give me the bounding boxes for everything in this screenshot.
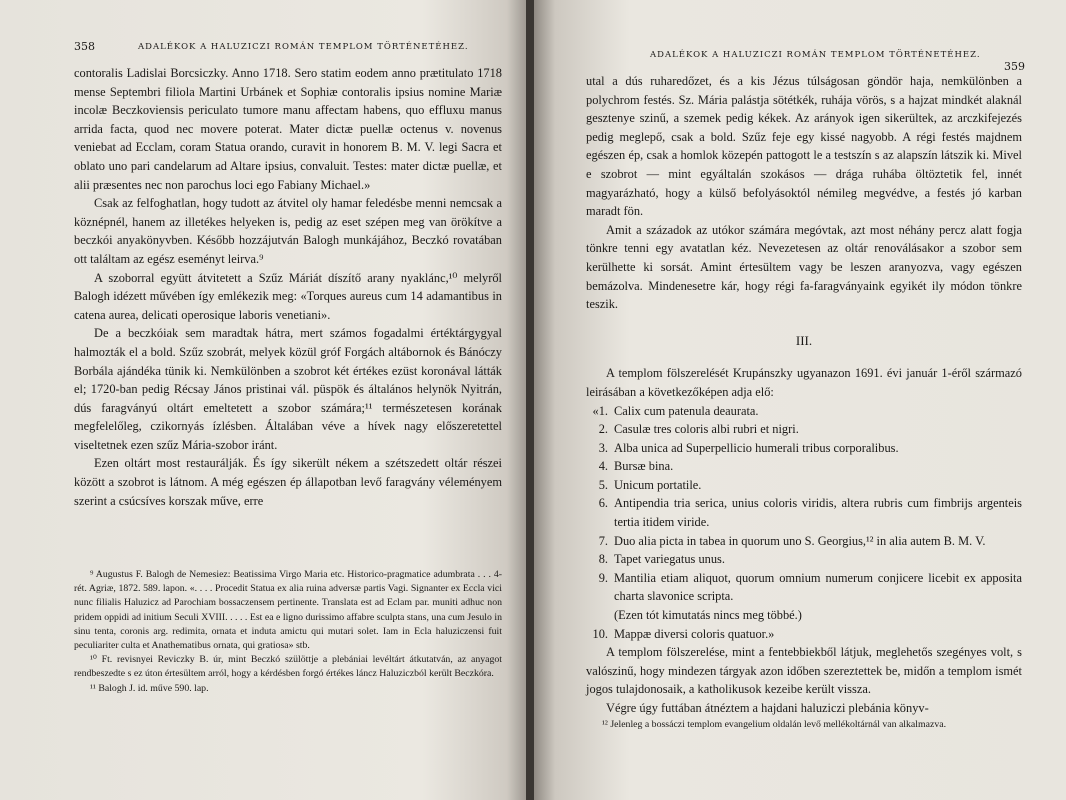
list-text: Mantilia etiam aliquot, quorum omnium numerum conjicere licebit ex apposita charta slavonice scripta. [614,570,1022,604]
list-item [586,550,1022,569]
list-number: 5. [598,477,608,492]
right-body [586,72,1022,718]
footnote: ¹² Jelenleg a bossáczi templom evangelium oldalán levő mellékoltárnál van alkalmazva. [602,719,947,730]
right-page [534,0,1066,800]
inventory-list [586,402,1022,644]
list-number: 8. [598,552,608,567]
list-text: Duo alia picta in tabea in quorum uno S. Georgius,¹² in alia autem B. M. V. [614,533,986,548]
list-number: 7. [598,533,608,548]
list-number: 4. [598,459,608,474]
right-footnotes [586,718,1022,732]
page-number: 359 [1004,60,1025,73]
list-number: 10. [592,626,608,641]
list-number: 9. [598,570,608,585]
list-text: Alba unica ad Superpellicio humerali tribus corporalibus. [614,440,899,455]
section-heading: III. [795,332,813,348]
paragraph: A szoborral együtt átvitetett a Szűz Máriát díszítő arany nyaklánc,¹⁰ melyről Balogh idézett művében így emlékezik meg: «Torques aureus cum 14 adamantibus in catena aurea, delicati operosique laboris venetiani». [74,270,502,322]
list-item [586,402,1022,421]
paragraph: utal a dús ruharedőzet, és a kis Jézus túlságosan göndör haja, nemkülönben a polychrom festés. Sz. Mária palástja sötétkék, ruhája vörös, s a hajzat mindkét alaknál gesztenye szinű, a szemek pedig kékek. Az arányok igen sikerültek, az arczkifejezés pedig meglepő, csak a bold. Szűz feje egy kissé nagyobb. A régi festés majdnem egészen ép, csak a homlok közepén pattogott le a testszín s az alapszín látszik ki. Mivel e szobrot — mint egyáltalán szokásos — drága ruhába öltöztetik fel, innét magyarázható, hogy a külső befolyásoktól némileg megvédve, a festés jó karban maradt fön. [586,74,1022,219]
paragraph: Ezen oltárt most restaurálják. És így sikerült nékem a szétszedett oltár részei között a szobrot is látnom. A még egészen ép állapotban levő faragvány véleményem szerint a csúcsíves korszak műve, erre [74,456,502,508]
list-text: Calix cum patenula deaurata. [614,403,759,418]
list-text: Casulæ tres coloris albi rubri et nigri. [614,422,799,437]
list-item [586,439,1022,458]
list-text: Mappæ diversi coloris quatuor.» [614,626,775,641]
left-body [74,64,502,510]
list-item [586,569,1022,606]
paragraph: Amit a századok az utókor számára megóvtak, azt most néhány percz alatt fogja tönkre tenni egy avatatlan kéz. Nevezetesen az oltár renoválásakor a szobor sem kerülhette ki sorsát. Amint értesültem vagy be leszen aranyozva, vagy egészen bemázolva. Mindenesetre kár, hogy régi fa-faragványaink egyikét ily módon tönkre teszik. [586,222,1022,312]
paragraph: Csak az felfoghatlan, hogy tudott az átvitel oly hamar feledésbe menni nemcsak a köznépnél, hanem az illetékes helyeken is, pedig az eset szépen meg van örökítve a beczkói anyakönyvben. Később hozzájutván Balogh munkájához, Beczkó rovatában ott találtam az egész eseményt leirva.⁹ [74,196,502,266]
paragraph: A templom fölszerelését Krupánszky ugyanazon 1691. évi január 1-éről származó leirásában a következőképen adja elő: [586,366,1022,399]
running-header: ADALÉKOK A HALUZICZI ROMÁN TEMPLOM TÖRTÉNETÉHEZ. [650,50,981,60]
footnote: ¹¹ Balogh J. id. műve 590. lap. [90,682,209,694]
list-text: Tapet variegatus unus. [614,552,725,567]
page-number: 358 [74,40,95,53]
left-page [0,0,528,800]
list-item [586,532,1022,551]
list-number: 2. [598,422,608,437]
footnote: ¹⁰ Ft. revisnyei Reviczky B. úr, mint Beczkó szülöttje a plebániai levéltárt átkutatván, az anyagot rendbeszedte s ez úton értesültem arról, hogy a kérdésben forgó értékes láncz Haluziczból került Beczkóra. [74,654,502,680]
footnote: ⁹ Augustus F. Balogh de Nemesiez: Beatissima Virgo Maria etc. Historico-pragmatice adumbrata . . . 4-rét. Agriæ, 1872. 589. lapon. «. . . . Procedit Statua ex alia ruina adversæ partis Vagi. Signanter ex Eccla vici nunc filialis Haluzicz ad Parochiam bossaczensem pertinente. Translata est ad Eclam par. muniti adhuc non pridem oppidi ad initium Seculi XVIII. . . . . Est ea e ligno durissimo affabre sculpta stans, una cum Jesulo in sinu tenta, coronis arg. redimita, ornata et induta amictu qui mutari solet. Iam in Ecla haluziczensi fuit peculiariter culta et Anathematibus ornata, qui gratiosa» stb. [74,569,502,652]
list-item [586,625,1022,644]
list-number: «1. [592,403,608,418]
list-item [586,457,1022,476]
paragraph: contoralis Ladislai Borcsiczky. Anno 1718. Sero statim eodem anno prætitulato 1718 mense Septembri filiola Martini Urbánek et Sophiæ contoralis ipsius nomine Mariæ incolæ Beczkoviensis periculato tumore manu affectam habens, quo effluxu manus arrida facta, quod nec movere poterat. Mater dictæ puellæ octenus v. novenus veniebat ad Ecclam, coram Statua orando, curavit in honorem B. M. V. legi Sacra et oblato uno pari candelarum ad Altare ipsius, convaluit. Testes: mater dictæ puellæ, et alii præsentes nec non parochus loci ego Fabiany Michael.» [74,66,502,192]
paragraph: A templom fölszerelése, mint a fentebbiekből látjuk, meglehetős szegényes volt, s valószinű, hogy mindezen tárgyak azon időben szereztettek be, midőn a templom ismét jogos tulajdonosaik, a katholikusok kezeibe került vissza. [586,645,1022,697]
list-text: Antipendia tria serica, unius coloris viridis, altera rubris cum fimbrijs argenteis tertia itidem viride. [614,496,1022,530]
paragraph: Végre úgy futtában átnéztem a hajdani haluziczi plebánia könyv- [606,701,929,715]
running-header: ADALÉKOK A HALUZICZI ROMÁN TEMPLOM TÖRTÉNETÉHEZ. [138,42,469,52]
list-item [586,420,1022,439]
list-number: 6. [598,496,608,511]
list-note [586,606,1022,625]
list-text: (Ezen tót kimutatás nincs meg többé.) [614,608,802,623]
list-number: 3. [598,440,608,455]
list-text: Unicum portatile. [614,477,702,492]
list-item [586,476,1022,495]
list-item [586,494,1022,531]
left-footnotes [74,568,502,696]
list-text: Bursæ bina. [614,459,674,474]
paragraph: De a beczkóiak sem maradtak hátra, mert számos fogadalmi értéktárgygyal halmozták el a bold. Szűz szobrát, melyek közül gróf Forgách altábornok és Bánóczy Borbála ajándéka tünik ki. Nemkülönben a szobrot két értékes ezüst koronával látták el; 1720-ban pedig Récsay János pristinai vál. püspök és általános helynök Nyitrán, dús faragványú oltárt emeltetett a szobor számára;¹¹ természetesen korának megfelelőleg, czikornyás ízlésben. Általában véve a hívek nagy előszeretettel viseltetnek ezen szűz Mária-szobor iránt. [74,326,502,452]
